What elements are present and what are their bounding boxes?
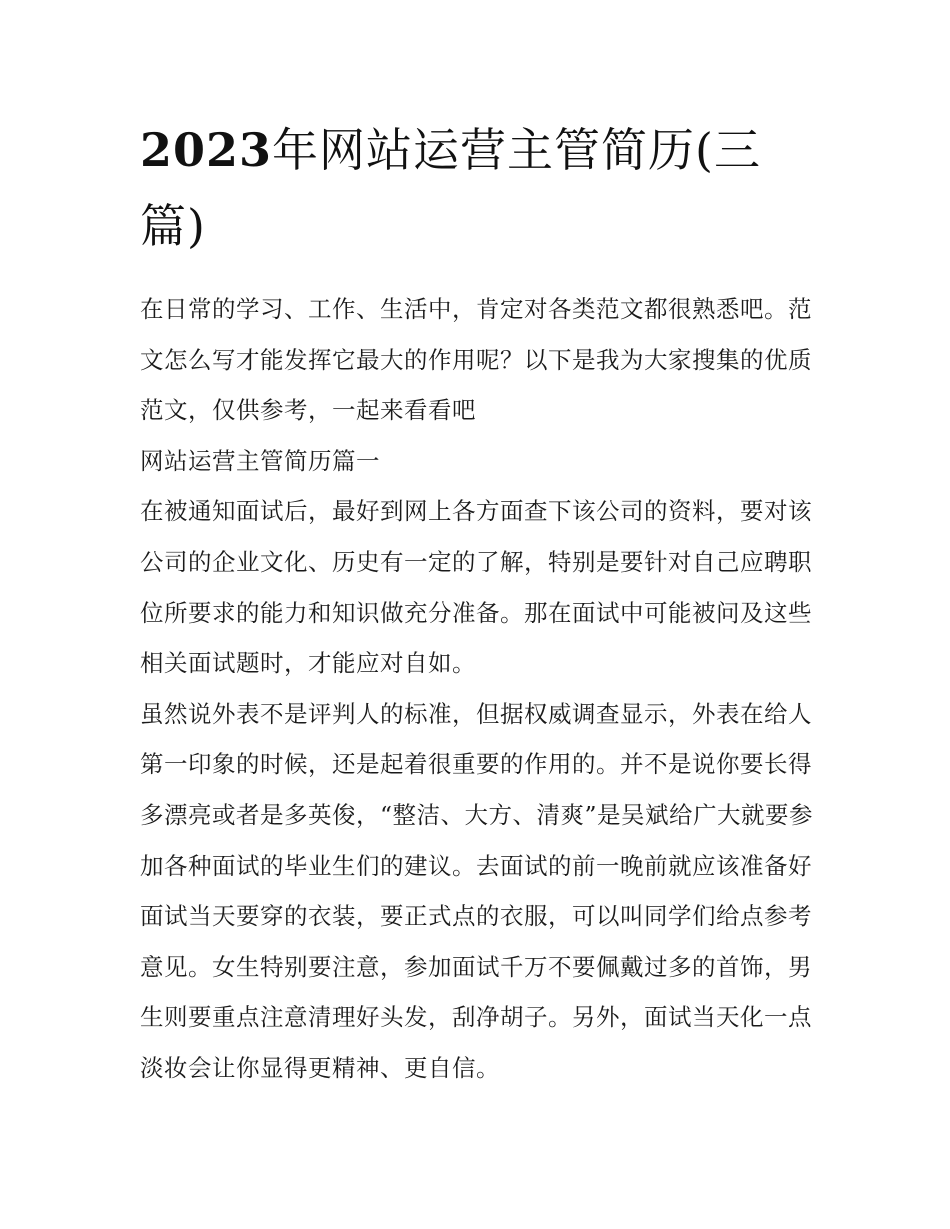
- title-year: 2023: [140, 123, 273, 177]
- title-text: 年网站运营主管简历(三篇): [140, 123, 761, 253]
- body-paragraph: 虽然说外表不是评判人的标准，但据权威调查显示，外表在给人第一印象的时候，还是起着很重要的作用的。并不是说你要长得多漂亮或者是多英俊，“整洁、大方、清爽”是吴斌给广大就要参加各种面试的毕业生们的建议。去面试的前一晚前就应该准备好面试当天要穿的衣装，要正式点的衣服，可以叫同学们给点参考意见。女生特别要注意，参加面试千万不要佩戴过多的首饰，男生则要重点注意清理好头发，刮净胡子。另外，面试当天化一点淡妆会让你显得更精神、更自信。: [140, 699, 814, 1082]
- document-title: [140, 112, 820, 264]
- document-page: [140, 112, 820, 1094]
- intro-paragraph: 在日常的学习、工作、生活中，肯定对各类范文都很熟悉吧。范文怎么写才能发挥它最大的作用呢？以下是我为大家搜集的优质范文，仅供参考，一起来看看吧: [140, 295, 812, 425]
- section-heading: 网站运营主管简历篇一: [140, 446, 380, 475]
- body-paragraph: 在被通知面试后，最好到网上各方面查下该公司的资料，要对该公司的企业文化、历史有一定的了解，特别是要针对自己应聘职位所要求的能力和知识做充分准备。那在面试中可能被问及这些相关面试题时，才能应对自如。: [140, 497, 812, 678]
- document-body: [140, 284, 820, 1094]
